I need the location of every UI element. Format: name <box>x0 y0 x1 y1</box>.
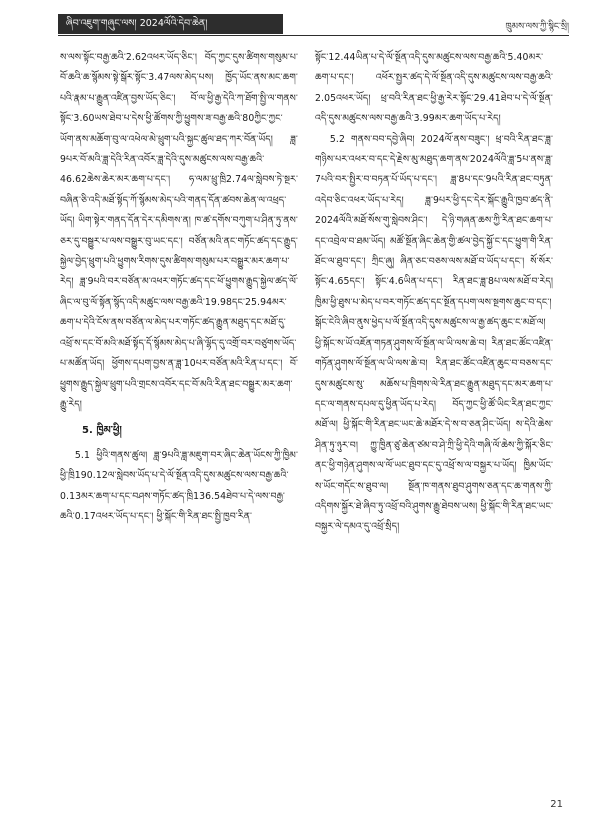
page-header <box>0 14 611 36</box>
journal-title-banner: ཞིབ་འཇུག་གཞུང་ལས། 2024ལོའི་དེབ་ཆེན། <box>58 14 283 34</box>
paragraph: 5.2 གནས་བབ་དབྱེ་ཞིབ། 2024ལོ་ནས་བཟུང་། ཕྲ་བའི་རིན་ཐང་ཟླ་གཉིས་པར་འཕར་བ་དང་དེ་རྗེས་མུ་མཐུད་ཆག་ནས་2024ལོའི་ཟླ་5པ་ནས་ཟླ་7པའི་བར་སྤྱིར་བ་བཏན་པོ་ཡོད་པ་དང་། ཟླ་8པ་དང་9པའི་རིན་ཐང་བཏུན་འདེབ་ཅིང་འཕར་ཡོད་པ་རེད། ཟླ་9པར་ཕྱི་དང་དེར་སྐོང་རྒྱུའི་ཁྱབ་ཚད་ནི་2024ལོའི་མཐོ་སོས་གུ་སླེབས་ཤིང་། དེ་ཉི་གཞན་ཆས་ཀྱི་རིན་ཐང་ཆག་པ་དང་འབྲེལ་བ་ཐམ་ཡོད། མཚོ་སྔོན་ཞིང་ཆེན་གྱི་ཚལ་བྱེད་སྐྱོ་ང་དང་ཕྱུག་གི་རིན་ཐོང་ལ་ཐུབ་དང་། ཀྲིང་ཞུ། ཞིན་ཅང་བཅས་ལས་མཐོ་བ་ཡོད་པ་དང་། སོ་སོར་སྟོང་4.65དང་། སྟོང་4.6ཡིན་པ་དང་། རིན་ཐང་ཟླ་8པ་ལས་མཐོ་བ་རེད། ཁྱིམ་ཕྱི་ཐུས་པ་མེད་པ་བར་གཏོང་ཚད་དང་སྔོན་དཔག་ལས་སྔགས་ཆུང་བ་དང་། སྒོང་ངེའི་ཞིབ་ནུས་ཕྱེད་པ་ལོ་སྔོན་འདི་དུས་མཚུངས་ལ་རྒྱ་ཚད་ཆུང་ང་མཐོ་ལ། ཕྱི་སྐོང་ས་ཡོ་འཇོན་གཏན་ཤུགས་ལོ་སྔོན་ལ་ཡི་ལས་ཆེ་བ། རིན་ཐང་ཚོང་འཛིན་གཏོན་ཤུགས་ལོ་སྔོན་ལ་ཡི་ལས་ཆེ་བ། རིན་ཐང་ཚོང་འཛིན་ཆུང་བ་བཅས་དང་དུས་མཚུངས་སུ་ མཆོས་པ་ཁྲིགས་ལེ་རིན་ཐང་རྒྱུན་མཐུད་དང་མར་ཆག་པ་དང་ལ་གནས་དཔལ་དུ་ཕྱིན་ཡོད་པ་རེད། བོད་ཀྱང་ཕྱི་ཚོ་ཡིང་རིན་ཐང་ཀྱང་མཐོ་ལ། ཕྱི་སྐོང་གི་རིན་ཐང་ཡང་ཆེ་མཐོར་དེ་ས་བ་ཅན་ཤིང་ཡོད། ས་དེའི་ཆེས་ཤིན་ཏུ་ཉུར་བ། ཀྱུ་ཁྱིན་ཙུ་ཆེན་ཙམ་བ་ཤེ་ཀྲི་ཕྱི་དེའི་གཞི་ལོ་ཆེས་ཀྱི་སྐོར་ཅིང་ནང་ཕྱི་གཉེན་ཤུགས་ལ་ལོ་ཡང་ཐུབ་དང་དུ་འཕྲོ་ས་ལ་བསྐྱར་པ་ཡོད། ཁྱིམ་ཡོང་ས་ཡོང་གདོང་ས་ཐུབ་ལ། སྔོན་ཁ་གནས་ཐུབ་ཤུགས་ཅན་དང་ཆ་གནས་ཀྱི་འདིགས་སྐྱོར་ཐེ་ཞིབ་ཏུ་འཕྲོ་བའི་ཤུགས་རྒྱུ་ཐེབས་ཡས། ཕྱི་སྐོང་གི་རིན་ཐང་ཡང་བསྐྱར་ལེ་དམའ་དུ་འཕྲོ་སྲིད། <box>315 133 553 533</box>
paragraph: 5.1 ཕྱིའི་གནས་ཚུལ། ཟླ་9པའི་ཟླ་མཇུག་བར་ཞིང་ཆེན་ཡོངས་ཀྱི་ཁྱིམ་ཕྱི་ཁྲི190.12ལ་སླེབས་ཡོད་པ་དེ་ལོ་སྔོན་འདི་དུས་མཚུངས་ལས་བརྒྱ་ཆའི་0.13མར་ཆག་པ་དང་བཤས་གཏོང་ཚད་ཁྲི136.54ཐེབ་པ་དེ་ལས་བརྒྱ་ཆའི་0.17འཕར་ཡོད་པ་དང་། ཕྱི་སྐོང་གི་རིན་ཐང་སྤྱི་ཁྱབ་རིན་ <box>60 449 298 522</box>
header-rule <box>58 35 569 36</box>
section-title: ཁྲུམས་ལས་ཀྱི་སྙིང་སྲི། <box>505 22 569 32</box>
section-heading: 5. ཁྱིམ་ཕྱི། <box>82 425 122 437</box>
right-column <box>315 48 553 538</box>
page-number: 21 <box>550 799 563 810</box>
paragraph: སྟོང་12.44ཡིན་པ་དེ་ལོ་སྔོན་འདི་དུས་མཚུངས་ལས་བརྒྱ་ཆའི་5.40མར་ཆག་པ་དང་། འཕོར་སྤྱར་ཚད་དེ་ལོ་སྔོན་འདི་དུས་མཚུངས་ལས་བརྒྱ་ཆའི་2.05འཕར་ཡོད། ཕྲ་བའི་རིན་ཐང་ཕྱི་རྒྱ་རེར་སྟོང་29.41ཐེབ་པ་དེ་ལོ་སྔོན་འདི་དུས་མཚུངས་ལས་བརྒྱ་ཆའི་3.99མར་ཆག་ཡོད་པ་རེད། <box>315 52 553 125</box>
left-column <box>60 48 298 527</box>
paragraph: ས་ལས་སྟོང་བརྒྱ་ཆའི་2.62འཕར་ཡོད་ཅིང་། བོད་ཀྱང་དུས་ཚིགས་གསུམ་པ་བོ་ཆའི་ཆ་སྙོམས་སྟེ་སྒོར་སྟོང་3.47ལས་མེད་པས། ཁྱོད་ཡོང་ནས་མང་ཆག་པའི་རྣམ་པ་རྒྱུན་འཛིན་བྱས་ཡོད་ཅིང་། བོ་ལ་ཕྱི་རྒྱ་དེའི་ཀ་ཐོག་སྤྱི་ལ་གནས་སྟོང་3.60ཡས་ཐེབ་པ་དེས་ཕྱི་ཚོགས་ཀྱི་ཕྱུགས་ཟ་བརྒྱ་ཆའི་80ཀྱིང་ཀྱང་ཡོག་ནས་མཆོག་བུ་ལ་འཕེལ་མེ་ཕྲུག་པའི་སྐྱང་ཚུལ་ཐད་ཀར་བོན་ཡོད། ཟླ་9པར་བོ་མའི་ཟླ་དེའི་རིན་འབོར་ཟླ་དེའི་དུས་མཚུངས་ལས་བརྒྱ་ཆའི་46.62ཆེས་ཆེར་མར་ཆག་པ་དང་། ཧ་ལམ་ཕྲུ་ཁྲི2.74ལ་སླེབས་ཏེ་སྔར་བཞིན་ཅི་འདི་མཐོ་སྟོད་ཀོ་སྙོམས་མེད་པའི་གནད་དོན་ཚབས་ཆེན་ལ་འཕྲད་ཡོད། ཡིག་སྟེར་གནད་དོན་དེར་དམིགས་ན། ཁ་ཚ་དགོས་བཀུག་པ་ཤིན་ཏུ་ནས་ཅར་དུ་བསྒྱུར་པ་ལས་བསྒྱུར་བུ་ཡང་དང་། བཙོན་མའི་ནང་གཏོང་ཚད་དང་རྒྱུད་སྐྱེལ་བྱེད་ཕྲུག་པའི་ཕྱུགས་རིགས་དུས་ཚིགས་གསུམ་པར་བསྒྱུར་མར་ཆག་པ་རེད། ཟླ་9པའི་བར་བཙོན་མ་འཕར་གཏོང་ཚད་དང་ཕོ་ཕྱུགས་རྒྱུད་སྐྱེལ་ཚད་ལོ་ཞིང་ལ་བུ་ལོ་སྟོན་སྙོད་འདི་མཚུང་ལས་བརྒྱ་ཆའི་19.98དང་25.94མར་ཆག་པ་དེའི་ངོས་ནས་བཙོན་ལ་མེད་པར་གཏོང་ཚད་རྒྱུན་མཐུད་དང་མཐོ་དུ་འཕྲོ་ས་དང་བོ་མའི་མཐོ་སྟོད་དོ་སྙོམས་མེད་པ་ཞི་ལྷོད་དུ་འགྲོ་བར་བཙུགས་ཡོད་པ་མཚོན་ཡོད། ཕྱོགས་དཔག་བྱས་ན་ཟླ་10པར་བཙོན་མའི་རིན་པ་དང་། བོ་ཕྱུགས་རྒྱུད་སྐྱེལ་ཕྲུག་པའི་གྲངས་འབོར་དང་བོ་མའི་རིན་ཐང་བསྒྱུར་མར་ཆག་རྒྱུ་རེད། <box>60 52 298 410</box>
